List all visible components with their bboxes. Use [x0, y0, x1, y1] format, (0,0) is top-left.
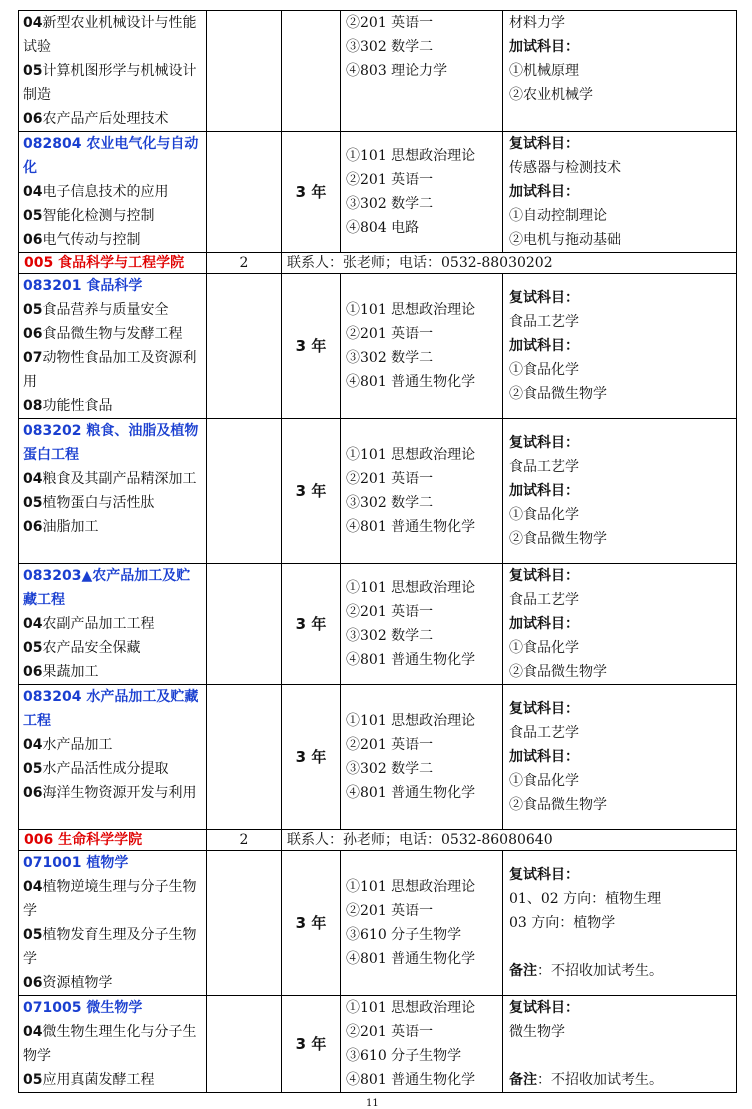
exam-cell: ①101 思想政治理论 ②201 英语一 ③302 数学二 ④801 普通生物化学 [341, 274, 503, 419]
direction-item: 05应用真菌发酵工程 [23, 1072, 155, 1088]
retest-cell: 复试科目： 01、02 方向：植物生理 03 方向：植物学 备注：不招收加试考生。 [503, 851, 737, 996]
direction-item: 08功能性食品 [23, 398, 113, 414]
years-cell: 3 年 [282, 564, 341, 685]
table-row [19, 11, 737, 132]
exam-cell: ①101 思想政治理论 ②201 英语一 ③302 数学二 ④801 普通生物化学 [341, 564, 503, 685]
count-cell [207, 851, 282, 996]
count-cell [207, 274, 282, 419]
count-cell [207, 419, 282, 564]
direction-item: 06油脂加工 [23, 519, 99, 535]
direction-item: 06食品微生物与发酵工程 [23, 326, 183, 342]
direction-item: 05计算机图形学与机械设计制造 [23, 63, 197, 103]
major-cell [19, 685, 207, 830]
years-cell [282, 11, 341, 132]
college-count: 2 [207, 253, 282, 274]
years-cell: 3 年 [282, 132, 341, 253]
direction-item: 04植物逆境生理与分子生物学 [23, 879, 197, 919]
exam-cell: ①101 思想政治理论 ②201 英语一 ③302 数学二 ④801 普通生物化学 [341, 685, 503, 830]
direction-item: 05水产品活性成分提取 [23, 761, 169, 777]
years-cell: 3 年 [282, 274, 341, 419]
note: 备注：不招收加试考生。 [509, 963, 663, 979]
retest-cell: 复试科目： 食品工艺学 加试科目： ①食品化学 ②食品微生物学 [503, 685, 737, 830]
count-cell [207, 564, 282, 685]
major-code: 082804 农业电气化与自动化 [23, 136, 199, 176]
count-cell [207, 132, 282, 253]
direction-item: 04微生物生理生化与分子生物学 [23, 1024, 197, 1064]
years-cell: 3 年 [282, 685, 341, 830]
exam-cell: ①101 思想政治理论 ②201 英语一 ③302 数学二 ④804 电路 [341, 132, 503, 253]
direction-item: 06电气传动与控制 [23, 232, 141, 248]
retest-cell: 复试科目： 微生物学 备注：不招收加试考生。 [503, 996, 737, 1093]
retest-cell: 复试科目： 食品工艺学 加试科目： ①食品化学 ②食品微生物学 [503, 274, 737, 419]
direction-item: 04新型农业机械设计与性能试验 [23, 15, 197, 55]
major-cell [19, 851, 207, 996]
table-row [19, 274, 737, 419]
major-code: 083202 粮食、油脂及植物蛋白工程 [23, 423, 199, 463]
direction-item: 06海洋生物资源开发与利用 [23, 785, 197, 801]
direction-item: 04农副产品加工工程 [23, 616, 155, 632]
major-code: 071001 植物学 [23, 855, 129, 871]
major-cell [19, 274, 207, 419]
years-cell: 3 年 [282, 851, 341, 996]
table-row [19, 419, 737, 564]
count-cell [207, 11, 282, 132]
years-cell: 3 年 [282, 419, 341, 564]
major-cell [19, 11, 207, 132]
direction-item: 05食品营养与质量安全 [23, 302, 169, 318]
retest-cell: 复试科目： 食品工艺学 加试科目： ①食品化学 ②食品微生物学 [503, 564, 737, 685]
count-cell [207, 685, 282, 830]
retest-cell: 复试科目： 传感器与检测技术 加试科目： ①自动控制理论 ②电机与拖动基础 [503, 132, 737, 253]
retest-cell: 材料力学 加试科目： ①机械原理 ②农业机械学 [503, 11, 737, 132]
college-name: 005 食品科学与工程学院 [19, 253, 207, 274]
direction-item: 04粮食及其副产品精深加工 [23, 471, 197, 487]
direction-item: 06农产品产后处理技术 [23, 111, 169, 127]
direction-item: 05植物蛋白与活性肽 [23, 495, 155, 511]
exam-cell: ①101 思想政治理论 ②201 英语一 ③302 数学二 ④801 普通生物化学 [341, 419, 503, 564]
major-cell [19, 132, 207, 253]
college-contact: 联系人：张老师；电话：0532-88030202 [282, 253, 737, 274]
exam-cell: ①101 思想政治理论 ②201 英语一 ③610 分子生物学 ④801 普通生物化学 [341, 996, 503, 1093]
direction-item: 06资源植物学 [23, 975, 113, 991]
exam-cell: ①101 思想政治理论 ②201 英语一 ③610 分子生物学 ④801 普通生物化学 [341, 851, 503, 996]
table-row [19, 564, 737, 685]
direction-item: 05智能化检测与控制 [23, 208, 155, 224]
major-cell [19, 419, 207, 564]
major-code: 071005 微生物学 [23, 1000, 143, 1016]
college-row [19, 253, 737, 274]
college-contact: 联系人：孙老师；电话：0532-86080640 [282, 830, 737, 851]
direction-item: 05植物发育生理及分子生物学 [23, 927, 197, 967]
admissions-table [18, 10, 737, 1093]
direction-item: 04水产品加工 [23, 737, 113, 753]
direction-item: 07动物性食品加工及资源利用 [23, 350, 197, 390]
college-name: 006 生命科学学院 [19, 830, 207, 851]
page-number: 11 [366, 1098, 379, 1109]
direction-item: 06果蔬加工 [23, 664, 99, 680]
exam-cell: ②201 英语一 ③302 数学二 ④803 理论力学 [341, 11, 503, 132]
count-cell [207, 996, 282, 1093]
direction-item: 04电子信息技术的应用 [23, 184, 169, 200]
major-code: 083203▲农产品加工及贮藏工程 [23, 568, 191, 608]
table-row [19, 996, 737, 1093]
major-cell [19, 996, 207, 1093]
major-code: 083204 水产品加工及贮藏工程 [23, 689, 199, 729]
table-row [19, 132, 737, 253]
years-cell: 3 年 [282, 996, 341, 1093]
college-count: 2 [207, 830, 282, 851]
retest-cell: 复试科目： 食品工艺学 加试科目： ①食品化学 ②食品微生物学 [503, 419, 737, 564]
major-code: 083201 食品科学 [23, 278, 143, 294]
table-row [19, 851, 737, 996]
college-row [19, 830, 737, 851]
direction-item: 05农产品安全保藏 [23, 640, 141, 656]
note: 备注：不招收加试考生。 [509, 1072, 663, 1088]
major-cell [19, 564, 207, 685]
table-row [19, 685, 737, 830]
